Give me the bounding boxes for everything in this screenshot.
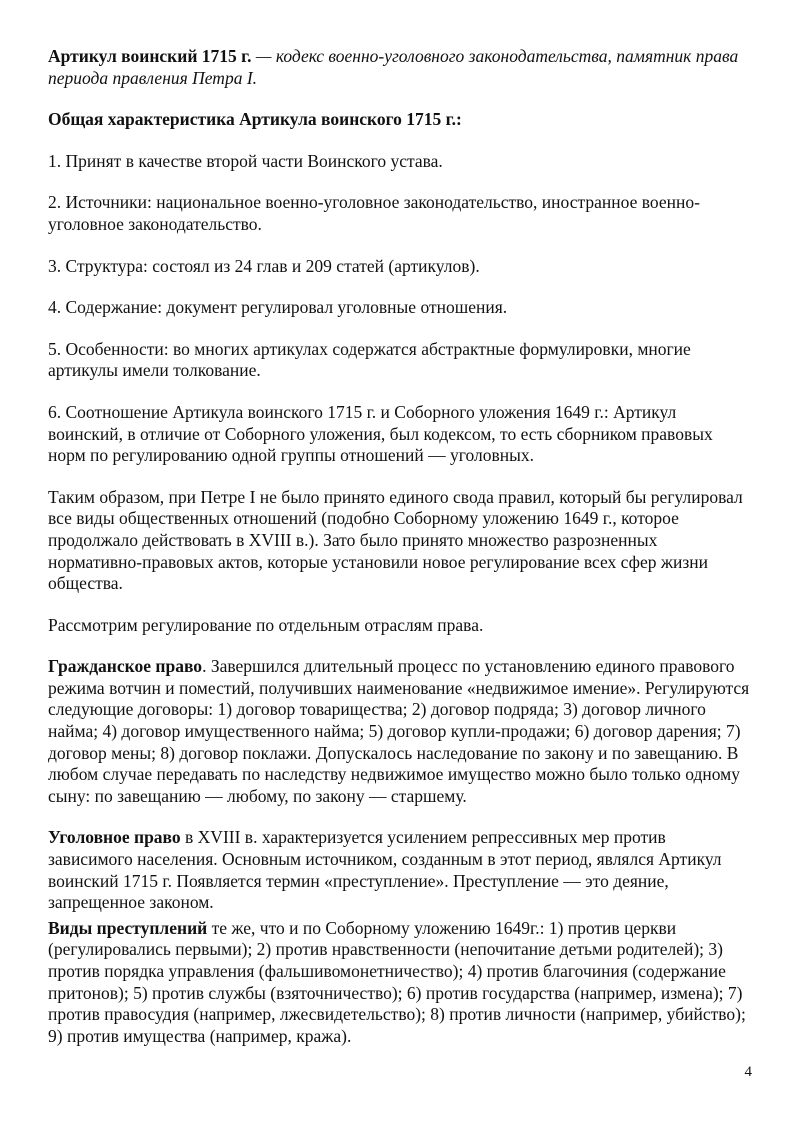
consider-paragraph: Рассмотрим регулирование по отдельным отраслям права. bbox=[48, 614, 484, 635]
civil-law-term: Гражданское право bbox=[48, 656, 203, 677]
general-heading bbox=[48, 109, 754, 131]
criminal-law-text: в XVIII в. характеризуется усилением репрессивных мер против зависимого населения. Основным источником, созданным в этот период, являлся Артикул воинский 1715 г. Появляется термин «преступление». Преступление — это деяние, запрещенное законом. bbox=[48, 827, 722, 913]
list-item: 2. Источники: национальное военно-уголовное законодательство, иностранное военно-уголовное законодательство. bbox=[48, 192, 700, 234]
list-item: 5. Особенности: во многих артикулах содержатся абстрактные формулировки, многие артикулы имели толкование. bbox=[48, 338, 691, 381]
crime-types-paragraph bbox=[48, 918, 754, 1048]
list-item: 6. Соотношение Артикула воинского 1715 г. и Соборного уложения 1649 г.: Артикул воинский, в отличие от Соборного уложения, был кодексом, то есть сборником правовых норм по регулированию одной группы отношений — уголовных. bbox=[48, 401, 713, 466]
civil-law-text: . Завершился длительный процесс по установлению единого правового режима вотчин и поместий, получивших наименование «недвижимое имение». Регулируются следующие договоры: 1) договор товарищества; 2) договор подряда; 3) договор личного найма; 4) договор имущественного найма; 5) договор купли-продажи; 6) договор дарения; 7) договор мены; 8) договор поклажи. Допускалось наследование по закону и по завещанию. В любом случае передавать по наследству недвижимое имущество можно было только одному сыну: по завещанию — любому, по закону — старшему. bbox=[48, 656, 750, 806]
crime-types-text: те же, что и по Соборному уложению 1649г.: 1) против церкви (регулировались первыми); 2) против нравственности (непочитание детьми родителей); 3) против порядка управления (фальшивомонетничество); 4) против благочиния (содержание притонов); 5) против службы (взяточничество); 6) против государства (например, измена); 7) против правосудия (например, лжесвидетельство); 8) против личности (например, убийство); 9) против имущества (например, кража). bbox=[48, 917, 746, 1046]
criminal-law-term: Уголовное право bbox=[48, 827, 181, 848]
crime-types-term: Виды преступлений bbox=[48, 917, 208, 938]
intro-term: Артикул воинский 1715 г. bbox=[48, 46, 252, 66]
list-item: 4. Содержание: документ регулировал уголовные отношения. bbox=[48, 297, 508, 318]
list-item: 3. Структура: состоял из 24 глав и 209 статей (артикулов). bbox=[48, 255, 480, 276]
list-item: 1. Принят в качестве второй части Воинского устава. bbox=[48, 150, 443, 171]
intro-paragraph bbox=[48, 46, 754, 89]
page-number: 4 bbox=[744, 1064, 752, 1080]
intro-definition: — кодекс военно-уголовного законодательства, памятник права периода правления Петра I. bbox=[48, 46, 739, 88]
general-heading-text: Общая характеристика Артикула воинского 1715 г.: bbox=[48, 109, 462, 130]
document-page bbox=[48, 46, 754, 1047]
civil-law-paragraph bbox=[48, 656, 754, 807]
conclusion-paragraph: Таким образом, при Петре I не было принято единого свода правил, который бы регулировал все виды общественных отношений (подобно Соборному уложению 1649 г., которое продолжало действовать в XVIII в.). Зато было принято множество разрозненных нормативно-правовых актов, которые установили новое регулирование всех сфер жизни общества. bbox=[48, 486, 743, 594]
criminal-law-paragraph bbox=[48, 827, 754, 913]
